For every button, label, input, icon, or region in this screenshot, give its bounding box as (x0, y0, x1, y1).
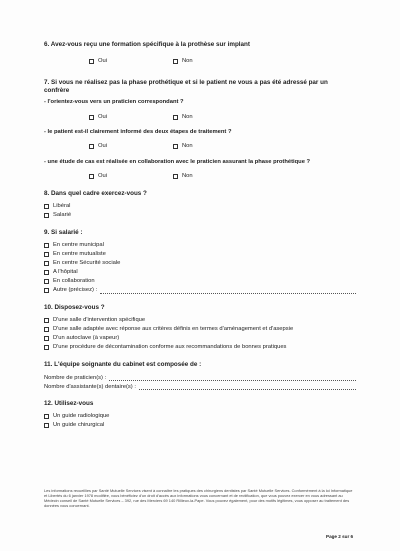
option-label: Salarié (53, 212, 72, 218)
checkbox[interactable] (89, 59, 94, 64)
option-label: En collaboration (53, 278, 95, 284)
checkbox[interactable] (44, 327, 49, 332)
checkbox[interactable] (44, 261, 49, 266)
q10-option-autoclave[interactable] (44, 335, 119, 342)
question-7-title-line1: 7. Si vous ne réalisez pas la phase prothétique et si le patient ne vous a pas été adressé par un (44, 79, 328, 86)
nombre-assistantes-field[interactable] (44, 384, 356, 391)
autre-text-field[interactable] (100, 288, 356, 294)
checkbox[interactable] (44, 252, 49, 257)
assistantes-input[interactable] (139, 384, 356, 390)
checkbox[interactable] (89, 115, 94, 120)
q6-oui-option[interactable] (89, 58, 107, 65)
checkbox[interactable] (44, 270, 49, 275)
q9-option-securite-sociale[interactable] (44, 260, 120, 267)
checkbox[interactable] (44, 423, 49, 428)
q7-sub3-non-option[interactable] (173, 173, 193, 180)
q10-option-decontamination[interactable] (44, 344, 286, 351)
checkbox[interactable] (44, 213, 49, 218)
q7-sub3-text: - une étude de cas est réalisée en collaboration avec le praticien assurant la phase prothétique ? (44, 159, 311, 165)
question-6-title: 6. Avez-vous reçu une formation spécifique à la prothèse sur implant (44, 41, 250, 48)
checkbox[interactable] (44, 345, 49, 350)
option-label: Oui (98, 114, 108, 120)
q9-option-mutualiste[interactable] (44, 251, 106, 258)
checkbox[interactable] (44, 414, 49, 419)
option-label: En centre Sécurité sociale (53, 260, 121, 266)
checkbox[interactable] (173, 174, 178, 179)
checkbox[interactable] (173, 59, 178, 64)
option-label: Oui (98, 173, 108, 179)
q9-option-collaboration[interactable] (44, 278, 95, 285)
option-label: Non (182, 173, 193, 179)
q9-option-autre[interactable] (44, 287, 356, 294)
option-label: Un guide radiologique (53, 413, 110, 419)
q9-option-hopital[interactable] (44, 269, 78, 276)
option-label: A l'hôpital (53, 269, 78, 275)
checkbox[interactable] (89, 144, 94, 149)
option-label: En centre mutualiste (53, 251, 106, 257)
checkbox[interactable] (44, 318, 49, 323)
q12-option-guide-chirurgical[interactable] (44, 422, 104, 429)
q8-option-liberal[interactable] (44, 203, 70, 210)
q8-option-salarie[interactable] (44, 212, 71, 219)
q6-non-option[interactable] (173, 58, 193, 65)
q9-option-municipal[interactable] (44, 242, 104, 249)
checkbox[interactable] (44, 288, 49, 293)
option-label: En centre municipal (53, 242, 104, 248)
option-label: Oui (98, 58, 108, 64)
option-label: D'un autoclave (à vapeur) (53, 335, 120, 341)
field-label: Nombre d'assistante(s) dentaire(s) : (44, 384, 136, 390)
praticiens-input[interactable] (109, 375, 356, 381)
q7-sub2-non-option[interactable] (173, 143, 193, 150)
question-10-title: 10. Disposez-vous ? (44, 304, 105, 311)
q7-sub1-oui-option[interactable] (89, 114, 107, 121)
field-label: Nombre de praticien(s) : (44, 375, 107, 381)
legal-notice: Les informations recueillies par Santé Mutuelle Services visent à connaître les pratiques des chirurgiens dentistes par Santé Mutuelle Services. Conformément à la loi Informatique et Libertés du 6 janvier 1978 modifiée, vous bénéficiez d'un droit d'accès aux informations vous concernant et de rectification, que vous pouvez exercer en vous adressant au Médecin conseil de Santé Mutuelle Services – 392, rue des Merciers 69 140 Rillieux-la-Pape. Vous pouvez également, pour des motifs légitimes, vous opposer au traitement des données vous concernant. (44, 488, 353, 508)
checkbox[interactable] (44, 336, 49, 341)
nombre-praticiens-field[interactable] (44, 375, 356, 382)
option-label: Autre (précisez) : (53, 287, 98, 293)
question-7-title-line2: confrère (44, 87, 70, 94)
option-label: D'une procédure de décontamination conforme aux recommandations de bonnes pratiques (53, 344, 287, 350)
option-label: D'une salle d'intervention spécifique (53, 317, 146, 323)
checkbox[interactable] (173, 144, 178, 149)
option-label: Non (182, 114, 193, 120)
option-label: D'une salle adaptée avec réponse aux critères définis en termes d'aménagement et d'asepsie (53, 326, 294, 332)
checkbox[interactable] (44, 204, 49, 209)
checkbox[interactable] (44, 279, 49, 284)
page-number: Page 2 sur 6 (326, 534, 354, 539)
q7-sub1-non-option[interactable] (173, 114, 193, 121)
question-11-title: 11. L'équipe soignante du cabinet est composée de : (44, 361, 202, 368)
q7-sub2-oui-option[interactable] (89, 143, 107, 150)
question-8-title: 8. Dans quel cadre exercez-vous ? (44, 190, 147, 197)
question-12-title: 12. Utilisez-vous (44, 400, 94, 407)
q10-option-salle-intervention[interactable] (44, 317, 145, 324)
q7-sub3-oui-option[interactable] (89, 173, 107, 180)
checkbox[interactable] (89, 174, 94, 179)
q7-sub1-text: - l'orientez-vous vers un praticien correspondant ? (44, 99, 184, 105)
question-9-title: 9. Si salarié : (44, 229, 83, 236)
checkbox[interactable] (44, 243, 49, 248)
q12-option-guide-radiologique[interactable] (44, 413, 109, 420)
option-label: Un guide chirurgical (53, 422, 105, 428)
checkbox[interactable] (173, 115, 178, 120)
option-label: Non (182, 58, 193, 64)
q7-sub2-text: - le patient est-il clairement informé des deux étapes de traitement ? (44, 129, 232, 135)
option-label: Libéral (53, 203, 71, 209)
q10-option-salle-adaptee[interactable] (44, 326, 293, 333)
option-label: Non (182, 143, 193, 149)
option-label: Oui (98, 143, 108, 149)
